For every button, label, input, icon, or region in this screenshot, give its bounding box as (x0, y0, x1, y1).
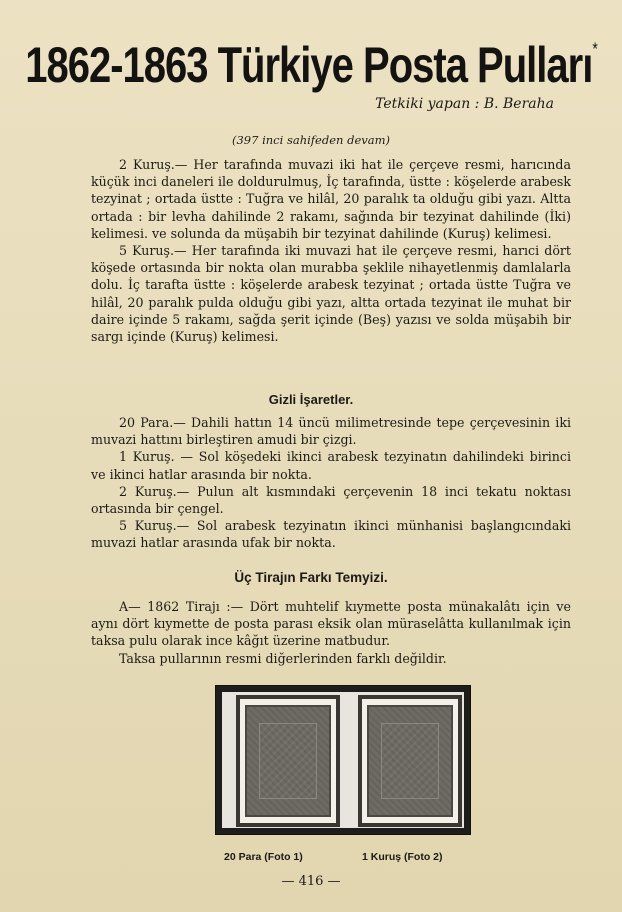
title-text: 1862-1863 Türkiye Posta Pulları (25, 38, 593, 93)
paragraph-5-kurus-mark: 5 Kuruş.— Sol arabesk tezyinatın ikinci münhanisi başlangıcındaki muvazi hatlar arasında ufak bir nokta. (91, 518, 571, 551)
paragraph-5-kurus: 5 Kuruş.— Her tarafında iki muvazi hat ile çerçeve resmi, harıci dört köşede ortasında bir nokta olan murabba şeklile nihayetlenmiş damlalarla dolu. İç tarafta üstte : köşelerde arabesk tezyinat ; ortada üstte Tuğra ve hilâl, 20 paralık pulda olduğu gibi yazı, altta ortada tezyinat ile muhat bir daire içinde 5 rakamı, sağda şerit içinde (Beş) yazısı ve solda müşabih bir sargı içinde (Kuruş) kelimesi. (91, 243, 571, 345)
stamp-photo-background (222, 692, 464, 828)
page-title (0, 38, 622, 94)
paragraph-taksa: Taksa pullarının resmi diğerlerinden farklı değildir. (119, 650, 447, 666)
continued-note: (397 inci sahifeden devam) (232, 133, 390, 147)
caption-foto-1: 20 Para (Foto 1) (224, 851, 303, 863)
paragraph-2-kurus: 2 Kuruş.— Her tarafında muvazi iki hat ile çerçeve resmi, harıcında küçük inci daneleri ile doldurulmuş, İç tarafında, üstte : köşelerde arabesk tezyinat ; ortada üstte : Tuğra ve hilâl, 20 paralık ta olduğu gibi yazı. Altta ortada : bir levha dahilinde 2 rakamı, sağında bir tezyinat dahilinde (İki) kelimesi. ve solunda da müşabih bir tezyinat dahilinde (Kuruş) kelimesi. (91, 157, 571, 241)
paragraph-1-kurus: 1 Kuruş. — Sol köşedeki ikinci arabesk tezyinatın dahilindeki birinci ve ikinci hatlar arasında bir nokta. (91, 449, 571, 482)
section-secret-marks (91, 414, 571, 552)
paragraph-1862-tiraji: A— 1862 Tirajı :— Dört muhtelif kıymette posta münakalâtı için ve aynı dört kıymette de posta parası eksik olan müraselâtta kullanılmak için taksa pulu olarak ince kâğıt üzerine matbudur. (91, 599, 571, 649)
title-footnote-mark: * (592, 38, 597, 58)
paragraph-20-para: 20 Para.— Dahili hattın 14 üncü milimetresinde tepe çerçevesinin iki muvazi hattını birleştiren amudi bir çizgi. (91, 415, 571, 448)
stamp-photo (216, 686, 470, 834)
section-tiraj (91, 598, 571, 667)
caption-foto-2: 1 Kuruş (Foto 2) (362, 851, 443, 863)
stamp-1-kurus-image (358, 695, 462, 827)
section-stamp-descriptions (91, 156, 571, 345)
heading-tiraj: Üç Tirajın Farkı Temyizi. (234, 570, 388, 585)
heading-gizli-isaretler: Gizli İşaretler. (268, 392, 354, 407)
page-number: — 416 — (281, 874, 341, 889)
author-line: Tetkiki yapan : B. Beraha (375, 96, 554, 112)
paragraph-2-kurus-mark: 2 Kuruş.— Pulun alt kısmındaki çerçevenin 18 inci tekatu noktası ortasında bir çengel. (91, 483, 571, 517)
stamp-20-para-image (236, 695, 340, 827)
